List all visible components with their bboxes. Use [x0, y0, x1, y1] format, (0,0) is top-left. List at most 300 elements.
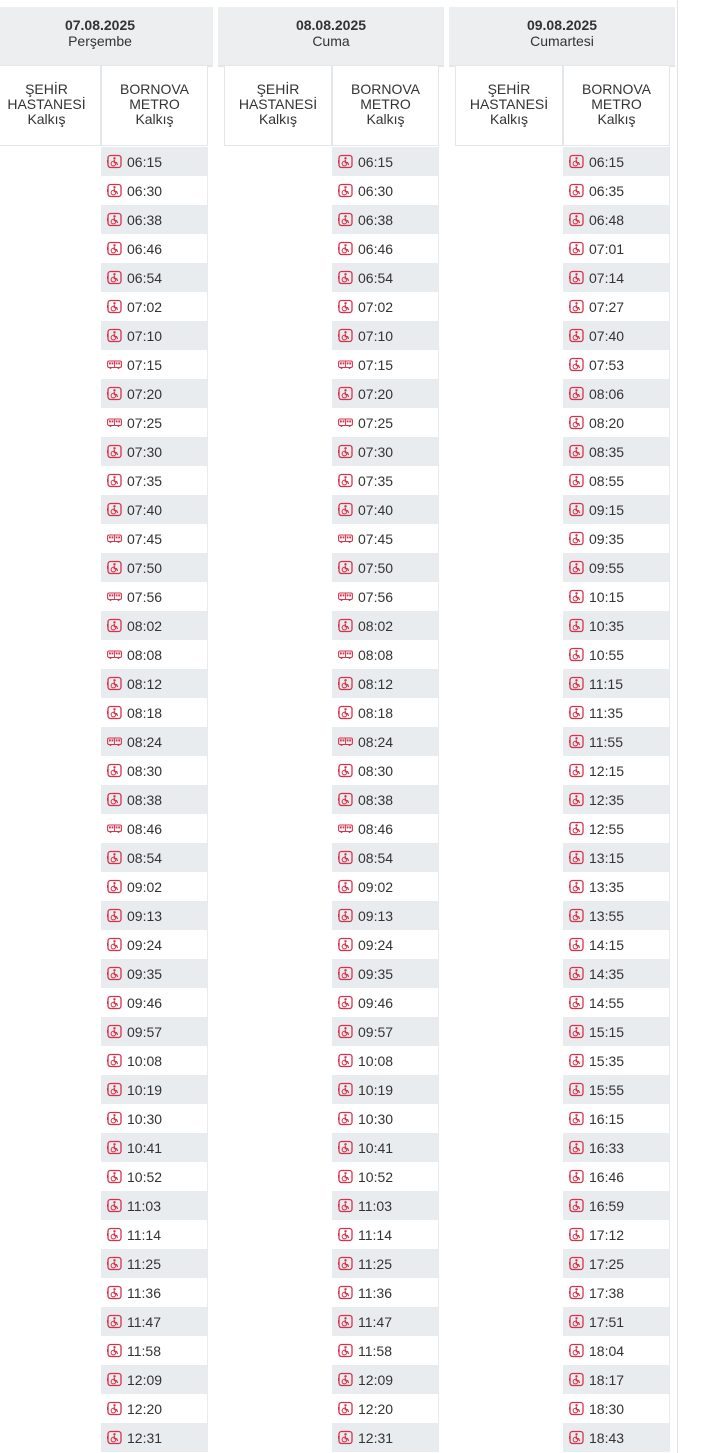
accessible-bus-icon	[569, 850, 584, 865]
departure-row	[332, 611, 439, 640]
departure-time: 11:03	[127, 1197, 161, 1214]
departure-list	[101, 147, 208, 1452]
departure-row	[101, 495, 208, 524]
accessible-bus-icon	[338, 183, 353, 198]
departure-time: 11:55	[589, 733, 623, 750]
departure-row	[101, 379, 208, 408]
departure-time: 16:46	[589, 1168, 625, 1185]
departure-time: 11:58	[358, 1342, 392, 1359]
col-header-line: METRO	[129, 96, 180, 112]
articulated-bus-icon	[107, 589, 122, 604]
departure-row	[332, 524, 439, 553]
accessible-bus-icon	[107, 1256, 122, 1271]
accessible-bus-icon	[338, 676, 353, 691]
departure-row	[332, 582, 439, 611]
day-header	[218, 7, 444, 67]
accessible-bus-icon	[338, 1227, 353, 1242]
departure-time: 07:45	[127, 530, 163, 547]
col-header-line: Kalkış	[27, 111, 66, 127]
departure-row	[332, 1104, 439, 1133]
departure-row	[332, 1278, 439, 1307]
departure-time: 08:30	[127, 762, 163, 779]
departure-time: 07:56	[127, 588, 163, 605]
departure-row	[332, 437, 439, 466]
departure-time: 08:54	[127, 849, 163, 866]
departure-time: 18:43	[589, 1429, 625, 1446]
accessible-bus-icon	[107, 966, 122, 981]
accessible-bus-icon	[569, 734, 584, 749]
accessible-bus-icon	[338, 995, 353, 1010]
departure-time: 08:18	[127, 704, 163, 721]
departure-row	[101, 147, 208, 176]
departure-row	[332, 234, 439, 263]
departure-row	[563, 872, 670, 901]
day-column	[0, 7, 213, 67]
accessible-bus-icon	[338, 270, 353, 285]
departure-time: 08:02	[127, 617, 163, 634]
departure-time: 10:41	[358, 1139, 394, 1156]
accessible-bus-icon	[107, 328, 122, 343]
col-header-line: Kalkış	[135, 111, 174, 127]
page-divider	[677, 0, 678, 1453]
departure-row	[332, 872, 439, 901]
col-header-sehir-hastanesi	[455, 65, 563, 146]
departure-time: 08:12	[127, 675, 163, 692]
departure-time: 17:25	[589, 1255, 625, 1272]
departure-time: 11:25	[127, 1255, 161, 1272]
day-name: Cuma	[312, 33, 350, 49]
accessible-bus-icon	[338, 1082, 353, 1097]
departure-time: 12:35	[589, 791, 625, 808]
accessible-bus-icon	[338, 1430, 353, 1445]
col-header-line: Kalkış	[366, 111, 405, 127]
accessible-bus-icon	[107, 560, 122, 575]
departure-row	[101, 1249, 208, 1278]
accessible-bus-icon	[569, 1082, 584, 1097]
articulated-bus-icon	[107, 821, 122, 836]
departure-time: 07:10	[127, 327, 163, 344]
accessible-bus-icon	[569, 560, 584, 575]
departure-time: 07:35	[127, 472, 163, 489]
departure-time: 07:56	[358, 588, 394, 605]
accessible-bus-icon	[338, 1111, 353, 1126]
accessible-bus-icon	[338, 1140, 353, 1155]
col-header-line: HASTANESİ	[469, 96, 549, 112]
departure-row	[332, 147, 439, 176]
accessible-bus-icon	[107, 618, 122, 633]
departure-time: 11:14	[358, 1226, 392, 1243]
col-header-line: BORNOVA	[351, 81, 420, 97]
departure-time: 10:35	[589, 617, 625, 634]
accessible-bus-icon	[107, 1024, 122, 1039]
departure-time: 15:55	[589, 1081, 625, 1098]
departure-row	[101, 1075, 208, 1104]
departure-row	[563, 1075, 670, 1104]
departure-row	[101, 814, 208, 843]
accessible-bus-icon	[569, 328, 584, 343]
departure-time: 07:10	[358, 327, 394, 344]
col-header-line: ŞEHİR	[25, 81, 68, 97]
departure-time: 12:15	[589, 762, 625, 779]
accessible-bus-icon	[569, 647, 584, 662]
accessible-bus-icon	[107, 241, 122, 256]
departure-time: 12:31	[127, 1429, 163, 1446]
departure-time: 11:03	[358, 1197, 392, 1214]
col-header-line: HASTANESİ	[7, 96, 86, 112]
accessible-bus-icon	[338, 444, 353, 459]
departure-row	[563, 292, 670, 321]
col-header-line: Kalkış	[258, 111, 298, 127]
accessible-bus-icon	[338, 618, 353, 633]
departure-row	[332, 1365, 439, 1394]
departure-row	[563, 901, 670, 930]
departure-row	[101, 727, 208, 756]
col-header-sehir-hastanesi	[0, 65, 101, 146]
articulated-bus-icon	[338, 357, 353, 372]
accessible-bus-icon	[569, 154, 584, 169]
col-header-line: ŞEHİR	[256, 81, 300, 97]
departure-time: 07:30	[358, 443, 394, 460]
departure-time: 06:54	[127, 269, 163, 286]
accessible-bus-icon	[338, 1401, 353, 1416]
departure-row	[101, 582, 208, 611]
departure-time: 06:30	[127, 182, 163, 199]
departure-row	[563, 147, 670, 176]
departure-row	[101, 466, 208, 495]
departure-time: 13:55	[589, 907, 625, 924]
departure-list	[332, 147, 439, 1452]
articulated-bus-icon	[107, 357, 122, 372]
departure-time: 09:35	[358, 965, 394, 982]
departure-time: 17:38	[589, 1284, 625, 1301]
accessible-bus-icon	[338, 1169, 353, 1184]
day-header	[0, 7, 213, 67]
accessible-bus-icon	[569, 821, 584, 836]
departure-time: 09:13	[127, 907, 163, 924]
accessible-bus-icon	[569, 1401, 584, 1416]
col-header-line: ŞEHİR	[487, 81, 531, 97]
departure-row	[563, 553, 670, 582]
accessible-bus-icon	[569, 1285, 584, 1300]
departure-row	[563, 1278, 670, 1307]
departure-row	[332, 727, 439, 756]
accessible-bus-icon	[107, 792, 122, 807]
departure-row	[101, 611, 208, 640]
departure-time: 10:30	[358, 1110, 394, 1127]
departure-time: 07:02	[358, 298, 394, 315]
departure-row	[563, 640, 670, 669]
departure-time: 17:12	[589, 1226, 625, 1243]
departure-row	[332, 350, 439, 379]
departure-time: 10:15	[589, 588, 625, 605]
departure-row	[101, 988, 208, 1017]
accessible-bus-icon	[569, 1140, 584, 1155]
accessible-bus-icon	[569, 212, 584, 227]
departure-time: 09:46	[127, 994, 163, 1011]
accessible-bus-icon	[569, 995, 584, 1010]
departure-time: 07:50	[127, 559, 163, 576]
departure-row	[332, 1017, 439, 1046]
departure-row	[563, 234, 670, 263]
departure-time: 08:38	[358, 791, 394, 808]
departure-row	[101, 292, 208, 321]
departure-time: 09:24	[127, 936, 163, 953]
departure-time: 15:35	[589, 1052, 625, 1069]
articulated-bus-icon	[107, 415, 122, 430]
departure-time: 07:53	[589, 356, 625, 373]
departure-row	[101, 1307, 208, 1336]
departure-row	[332, 814, 439, 843]
accessible-bus-icon	[107, 1198, 122, 1213]
day-name: Cumartesi	[530, 33, 594, 49]
accessible-bus-icon	[338, 1372, 353, 1387]
departure-row	[332, 901, 439, 930]
day-name: Perşembe	[68, 33, 132, 49]
accessible-bus-icon	[338, 473, 353, 488]
departure-time: 13:15	[589, 849, 625, 866]
departure-row	[101, 553, 208, 582]
accessible-bus-icon	[107, 1343, 122, 1358]
day-column	[218, 7, 444, 67]
departure-row	[332, 408, 439, 437]
accessible-bus-icon	[107, 676, 122, 691]
departure-row	[563, 379, 670, 408]
articulated-bus-icon	[338, 734, 353, 749]
departure-row	[332, 1220, 439, 1249]
departure-row	[332, 669, 439, 698]
departure-time: 11:14	[127, 1226, 161, 1243]
departure-row	[563, 263, 670, 292]
accessible-bus-icon	[569, 1430, 584, 1445]
departure-time: 09:15	[589, 501, 625, 518]
day-column	[449, 7, 675, 67]
departure-row	[101, 872, 208, 901]
accessible-bus-icon	[107, 995, 122, 1010]
accessible-bus-icon	[569, 415, 584, 430]
accessible-bus-icon	[569, 618, 584, 633]
departure-time: 10:30	[127, 1110, 163, 1127]
departure-time: 07:20	[358, 385, 394, 402]
departure-row	[332, 1046, 439, 1075]
col-header-line: HASTANESİ	[238, 96, 318, 112]
departure-time: 12:20	[127, 1400, 163, 1417]
departure-row	[563, 1394, 670, 1423]
accessible-bus-icon	[569, 705, 584, 720]
departure-time: 07:40	[127, 501, 163, 518]
departure-time: 07:25	[358, 414, 394, 431]
accessible-bus-icon	[107, 299, 122, 314]
departure-row	[563, 495, 670, 524]
accessible-bus-icon	[338, 1024, 353, 1039]
departure-row	[563, 930, 670, 959]
departure-time: 06:46	[358, 240, 394, 257]
accessible-bus-icon	[569, 183, 584, 198]
departure-row	[563, 1307, 670, 1336]
articulated-bus-icon	[338, 415, 353, 430]
departure-time: 08:54	[358, 849, 394, 866]
departure-row	[563, 785, 670, 814]
accessible-bus-icon	[107, 879, 122, 894]
departure-time: 18:04	[589, 1342, 625, 1359]
departure-time: 09:02	[127, 878, 163, 895]
departure-row	[101, 234, 208, 263]
departure-time: 09:55	[589, 559, 625, 576]
departure-time: 08:08	[127, 646, 163, 663]
departure-row	[332, 1191, 439, 1220]
column-headers	[455, 65, 670, 146]
accessible-bus-icon	[107, 1372, 122, 1387]
departure-time: 06:38	[127, 211, 163, 228]
articulated-bus-icon	[338, 589, 353, 604]
column-headers	[224, 65, 439, 146]
accessible-bus-icon	[569, 299, 584, 314]
departure-row	[101, 263, 208, 292]
accessible-bus-icon	[338, 879, 353, 894]
accessible-bus-icon	[107, 1082, 122, 1097]
accessible-bus-icon	[107, 1227, 122, 1242]
departure-row	[563, 321, 670, 350]
departure-time: 10:52	[358, 1168, 394, 1185]
departure-row	[563, 959, 670, 988]
accessible-bus-icon	[107, 850, 122, 865]
departure-row	[101, 843, 208, 872]
accessible-bus-icon	[107, 908, 122, 923]
departure-row	[101, 408, 208, 437]
departure-time: 17:51	[589, 1313, 625, 1330]
departure-row	[332, 843, 439, 872]
departure-time: 08:20	[589, 414, 625, 431]
departure-row	[563, 756, 670, 785]
articulated-bus-icon	[338, 821, 353, 836]
departure-time: 13:35	[589, 878, 625, 895]
departure-row	[101, 901, 208, 930]
departure-row	[332, 756, 439, 785]
departure-time: 07:45	[358, 530, 394, 547]
departure-time: 08:18	[358, 704, 394, 721]
departure-time: 09:57	[358, 1023, 394, 1040]
accessible-bus-icon	[338, 386, 353, 401]
departure-time: 07:15	[358, 356, 394, 373]
articulated-bus-icon	[338, 647, 353, 662]
departure-row	[101, 930, 208, 959]
accessible-bus-icon	[569, 792, 584, 807]
accessible-bus-icon	[107, 1169, 122, 1184]
departure-time: 06:15	[358, 153, 394, 170]
day-date: 09.08.2025	[526, 17, 598, 33]
departure-row	[101, 1191, 208, 1220]
accessible-bus-icon	[569, 1169, 584, 1184]
accessible-bus-icon	[338, 1053, 353, 1068]
departure-time: 07:15	[127, 356, 163, 373]
accessible-bus-icon	[338, 1256, 353, 1271]
departure-row	[332, 321, 439, 350]
col-header-line: Kalkış	[489, 111, 529, 127]
departure-time: 11:25	[358, 1255, 392, 1272]
departure-time: 08:38	[127, 791, 163, 808]
accessible-bus-icon	[107, 183, 122, 198]
accessible-bus-icon	[569, 676, 584, 691]
departure-row	[332, 466, 439, 495]
departure-time: 16:59	[589, 1197, 625, 1214]
departure-row	[332, 1394, 439, 1423]
departure-row	[332, 988, 439, 1017]
accessible-bus-icon	[569, 1111, 584, 1126]
departure-row	[101, 959, 208, 988]
departure-row	[563, 1162, 670, 1191]
departure-time: 11:58	[127, 1342, 161, 1359]
departure-row	[101, 205, 208, 234]
departure-row	[101, 1394, 208, 1423]
accessible-bus-icon	[569, 473, 584, 488]
day-date: 07.08.2025	[64, 17, 136, 33]
departure-row	[332, 495, 439, 524]
departure-row	[101, 1162, 208, 1191]
departure-row	[563, 669, 670, 698]
departure-time: 09:35	[589, 530, 625, 547]
departure-row	[563, 611, 670, 640]
departure-time: 08:55	[589, 472, 625, 489]
departure-row	[563, 727, 670, 756]
departure-time: 11:15	[589, 675, 623, 692]
departure-row	[101, 698, 208, 727]
departure-list	[563, 147, 670, 1452]
accessible-bus-icon	[338, 937, 353, 952]
departure-time: 06:35	[589, 182, 625, 199]
departure-time: 18:30	[589, 1400, 625, 1417]
departure-time: 14:55	[589, 994, 625, 1011]
departure-row	[101, 176, 208, 205]
accessible-bus-icon	[107, 212, 122, 227]
accessible-bus-icon	[569, 879, 584, 894]
departure-time: 08:46	[127, 820, 163, 837]
departure-row	[101, 437, 208, 466]
departure-time: 08:02	[358, 617, 394, 634]
day-header	[449, 7, 675, 67]
departure-row	[332, 785, 439, 814]
departure-time: 14:35	[589, 965, 625, 982]
accessible-bus-icon	[338, 560, 353, 575]
departure-time: 16:15	[589, 1110, 625, 1127]
accessible-bus-icon	[107, 444, 122, 459]
departure-time: 07:02	[127, 298, 163, 315]
departure-row	[332, 930, 439, 959]
departure-row	[563, 1423, 670, 1452]
accessible-bus-icon	[338, 241, 353, 256]
departure-row	[563, 1104, 670, 1133]
departure-row	[332, 1423, 439, 1452]
departure-row	[101, 1278, 208, 1307]
accessible-bus-icon	[338, 1343, 353, 1358]
accessible-bus-icon	[107, 270, 122, 285]
departure-time: 09:13	[358, 907, 394, 924]
departure-row	[563, 843, 670, 872]
departure-time: 11:36	[358, 1284, 392, 1301]
departure-row	[332, 1133, 439, 1162]
departure-row	[563, 176, 670, 205]
departure-time: 07:27	[589, 298, 625, 315]
departure-row	[101, 669, 208, 698]
departure-row	[563, 205, 670, 234]
accessible-bus-icon	[569, 1343, 584, 1358]
departure-row	[563, 988, 670, 1017]
accessible-bus-icon	[569, 1372, 584, 1387]
departure-row	[563, 582, 670, 611]
departure-time: 11:35	[589, 704, 623, 721]
accessible-bus-icon	[107, 1285, 122, 1300]
departure-row	[332, 1249, 439, 1278]
departure-time: 07:30	[127, 443, 163, 460]
departure-time: 07:40	[589, 327, 625, 344]
